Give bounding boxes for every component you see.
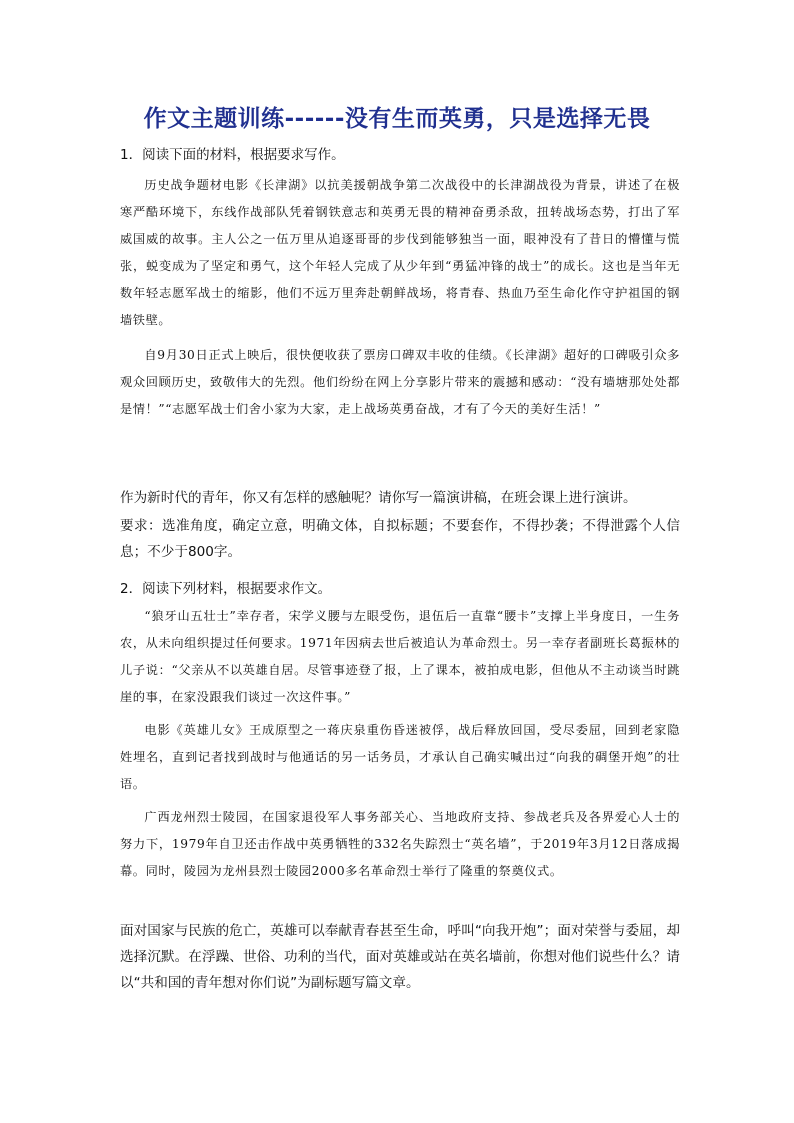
question-2-task: [120, 918, 680, 996]
material-paragraph: 自9月30日正式上映后，很快便收获了票房口碑双丰收的佳绩。《长津湖》超好的口碑吸引众多观众回顾历史，致敬伟大的先烈。他们纷纷在网上分享影片带来的震撼和感动：“没有墙塘那处处都是情！”“志愿军战士们舍小家为大家，走上战场英勇奋战，才有了今天的美好生活！”: [120, 348, 680, 416]
material-paragraph: 电影《英雄儿女》王成原型之一蒋庆泉重伤昏迷被俘，战后释放回国，受尽委屈，回到老家隐姓埋名，直到记者找到战时与他通话的另一话务员，才承认自己确实喊出过“向我的碉堡开炮”的壮语。: [120, 723, 680, 791]
material-paragraph: 历史战争题材电影《长津湖》以抗美援朝战争第二次战役中的长津湖战役为背景，讲述了在极寒严酷环境下，东线作战部队凭着钢铁意志和英勇无畏的精神奋勇杀敌，扭转战场态势，打出了军威国威的故事。主人公之一伍万里从追逐哥哥的步伐到能够独当一面，眼神没有了昔日的懵懂与慌张，蜕变成为了坚定和勇气，这个年轻人完成了从少年到“勇猛冲锋的战士”的成长。这也是当年无数年轻志愿军战士的缩影，他们不远万里奔赴朝鲜战场，将青春、热血乃至生命化作守护祖国的钢墙铁壁。: [120, 178, 680, 327]
page-title: 作文主题训练------没有生而英勇，只是选择无畏: [143, 106, 651, 132]
question-2-heading: 2．阅读下列材料，根据要求作文。: [120, 581, 332, 597]
material-paragraph: 广西龙州烈士陵园，在国家退役军人事务部关心、当地政府支持、参战老兵及各界爱心人士的努力下，1979年自卫还击作战中英勇牺牲的332名失踪烈士“英名墙”，于2019年3月12日落成揭幕。同时，陵园为龙州县烈士陵园2000多名革命烈士举行了隆重的祭奠仪式。: [120, 810, 680, 878]
question-2-prompt: 面对国家与民族的危亡，英雄可以奉献青春甚至生命，呼叫“向我开炮”；面对荣誉与委屈，却选择沉默。在浮躁、世俗、功利的当代，面对英雄或站在英名墙前，你想对他们说些什么？请以“共和国的青年想对你们说”为副标题写篇文章。: [120, 923, 680, 991]
question-2: [120, 579, 680, 599]
question-2-material: [120, 603, 680, 885]
question-1-task: [120, 485, 680, 565]
question-1-requirement: 要求：选准角度，确定立意，明确文体，自拟标题；不要套作，不得抄袭；不得泄露个人信息；不少于800字。: [120, 518, 680, 560]
question-1-prompt: 作为新时代的青年，你又有怎样的感触呢？请你写一篇演讲稿，在班会课上进行演讲。: [120, 490, 637, 506]
question-1-heading: 1．阅读下面的材料，根据要求写作。: [120, 147, 345, 163]
question-1-material: [120, 172, 680, 423]
question-1: [120, 145, 680, 165]
material-paragraph: “狼牙山五壮士”幸存者，宋学义腰与左眼受伤，退伍后一直靠“腰卡”支撑上半身度日，一生务农，从未向组织提过任何要求。1971年因病去世后被追认为革命烈士。另一幸存者副班长葛振林的儿子说：“父亲从不以英雄自居。尽管事迹登了报，上了课本，被拍成电影，但他从不主动谈当时跳崖的事，在家没跟我们谈过一次这件事。”: [120, 609, 680, 704]
